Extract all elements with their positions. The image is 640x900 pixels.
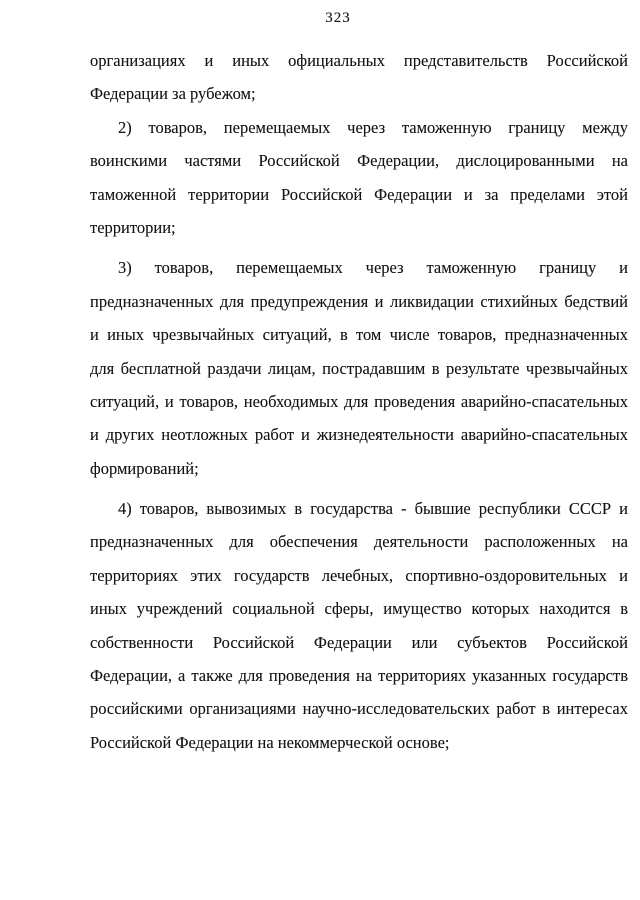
page-number: 323 [325,10,351,26]
text-line: предназначенных для обеспечения деятельности расположенных на [90,532,628,552]
text-line: территориях этих государств лечебных, спортивно-оздоровительных и [90,565,628,585]
text-line: таможенной территории Российской Федерации и за пределами этой [90,184,628,204]
text-line: ситуаций, и товаров, необходимых для проведения аварийно-спасательных [90,391,628,411]
paragraph [90,251,628,485]
text-line: формирований; [90,458,199,478]
document-text-block [90,44,628,759]
text-line: территории; [90,217,176,237]
text-line: организациях и иных официальных представительств Российской [90,51,628,70]
text-line: 4) товаров, вывозимых в государства - бывшие республики СССР и [118,499,628,519]
paragraph [90,111,628,245]
text-line: и других неотложных работ и жизнедеятельности аварийно-спасательных [90,425,628,445]
text-line: российскими организациями научно-исследовательских работ в интересах [90,699,628,719]
text-line: Федерации за рубежом; [90,84,256,104]
paragraph [90,492,628,759]
text-line: собственности Российской Федерации или субъектов Российской [90,632,628,652]
text-line: Федерации, а также для проведения на территориях указанных государств [90,666,628,686]
text-line: 2) товаров, перемещаемых через таможенную границу между [118,117,628,137]
text-line: предназначенных для предупреждения и ликвидации стихийных бедствий [90,291,628,311]
text-line: для бесплатной раздачи лицам, пострадавшим в результате чрезвычайных [90,358,628,378]
text-line: 3) товаров, перемещаемых через таможенную границу и [118,258,628,278]
text-line: и иных чрезвычайных ситуаций, в том числе товаров, предназначенных [90,325,628,345]
text-line: иных учреждений социальной сферы, имущество которых находится в [90,599,628,619]
text-line: воинскими частями Российской Федерации, дислоцированными на [90,151,628,171]
text-line: Российской Федерации на некоммерческой основе; [90,732,450,752]
paragraph [90,44,628,111]
